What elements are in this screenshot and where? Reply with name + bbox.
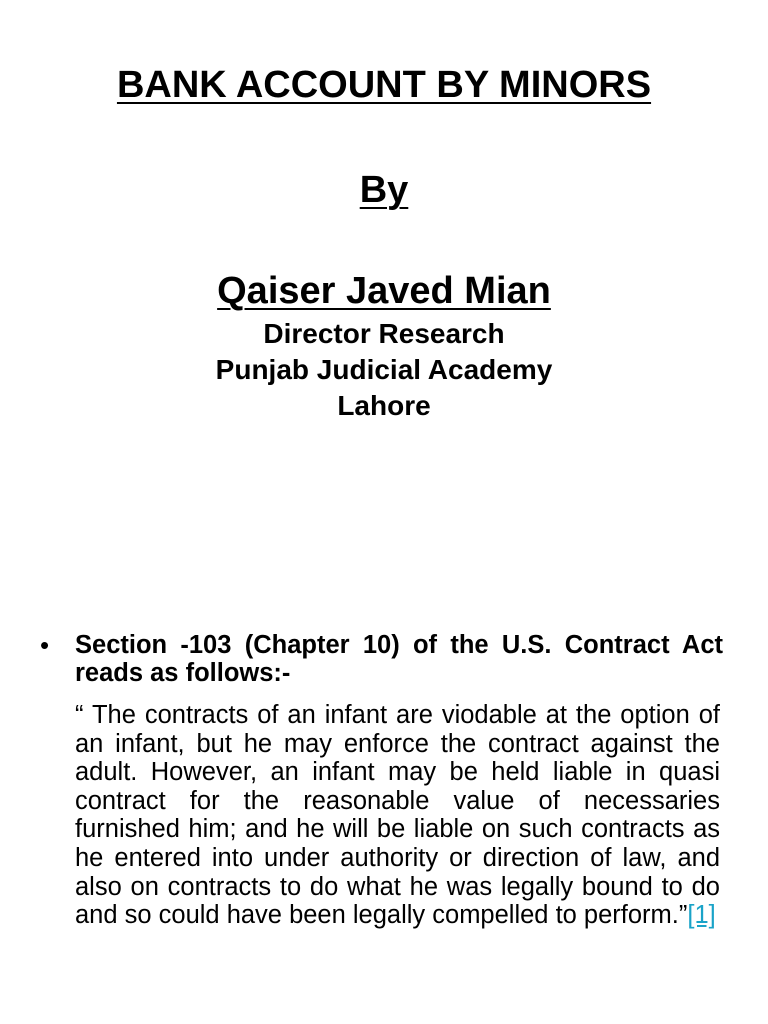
quoted-text: “ The contracts of an infant are viodable at the option of an infant, but he may enforce the contract against the adult. However, an infant may be held liable in quasi contract for the reasonable value of necessaries furnished him; and he will be liable on such contracts as he entered into under authority or direction of law, and also on contracts to do what he was legally bound to do and so could have been legally compelled to perform.” (75, 701, 720, 930)
author-city: Lahore (337, 390, 431, 421)
footnote-link[interactable]: [1] (687, 901, 716, 930)
author-organization: Punjab Judicial Academy (215, 354, 553, 385)
section-bullet (40, 631, 730, 687)
author-role: Director Research (263, 318, 505, 349)
section-heading: Section -103 (Chapter 10) of the U.S. Contract Act reads as follows:- (75, 631, 723, 687)
by-label: By (359, 169, 409, 211)
bullet-icon: • (40, 630, 50, 660)
quoted-text-paragraph (75, 701, 720, 930)
author-name: Qaiser Javed Mian (217, 270, 551, 312)
document-title: BANK ACCOUNT BY MINORS (116, 64, 652, 106)
